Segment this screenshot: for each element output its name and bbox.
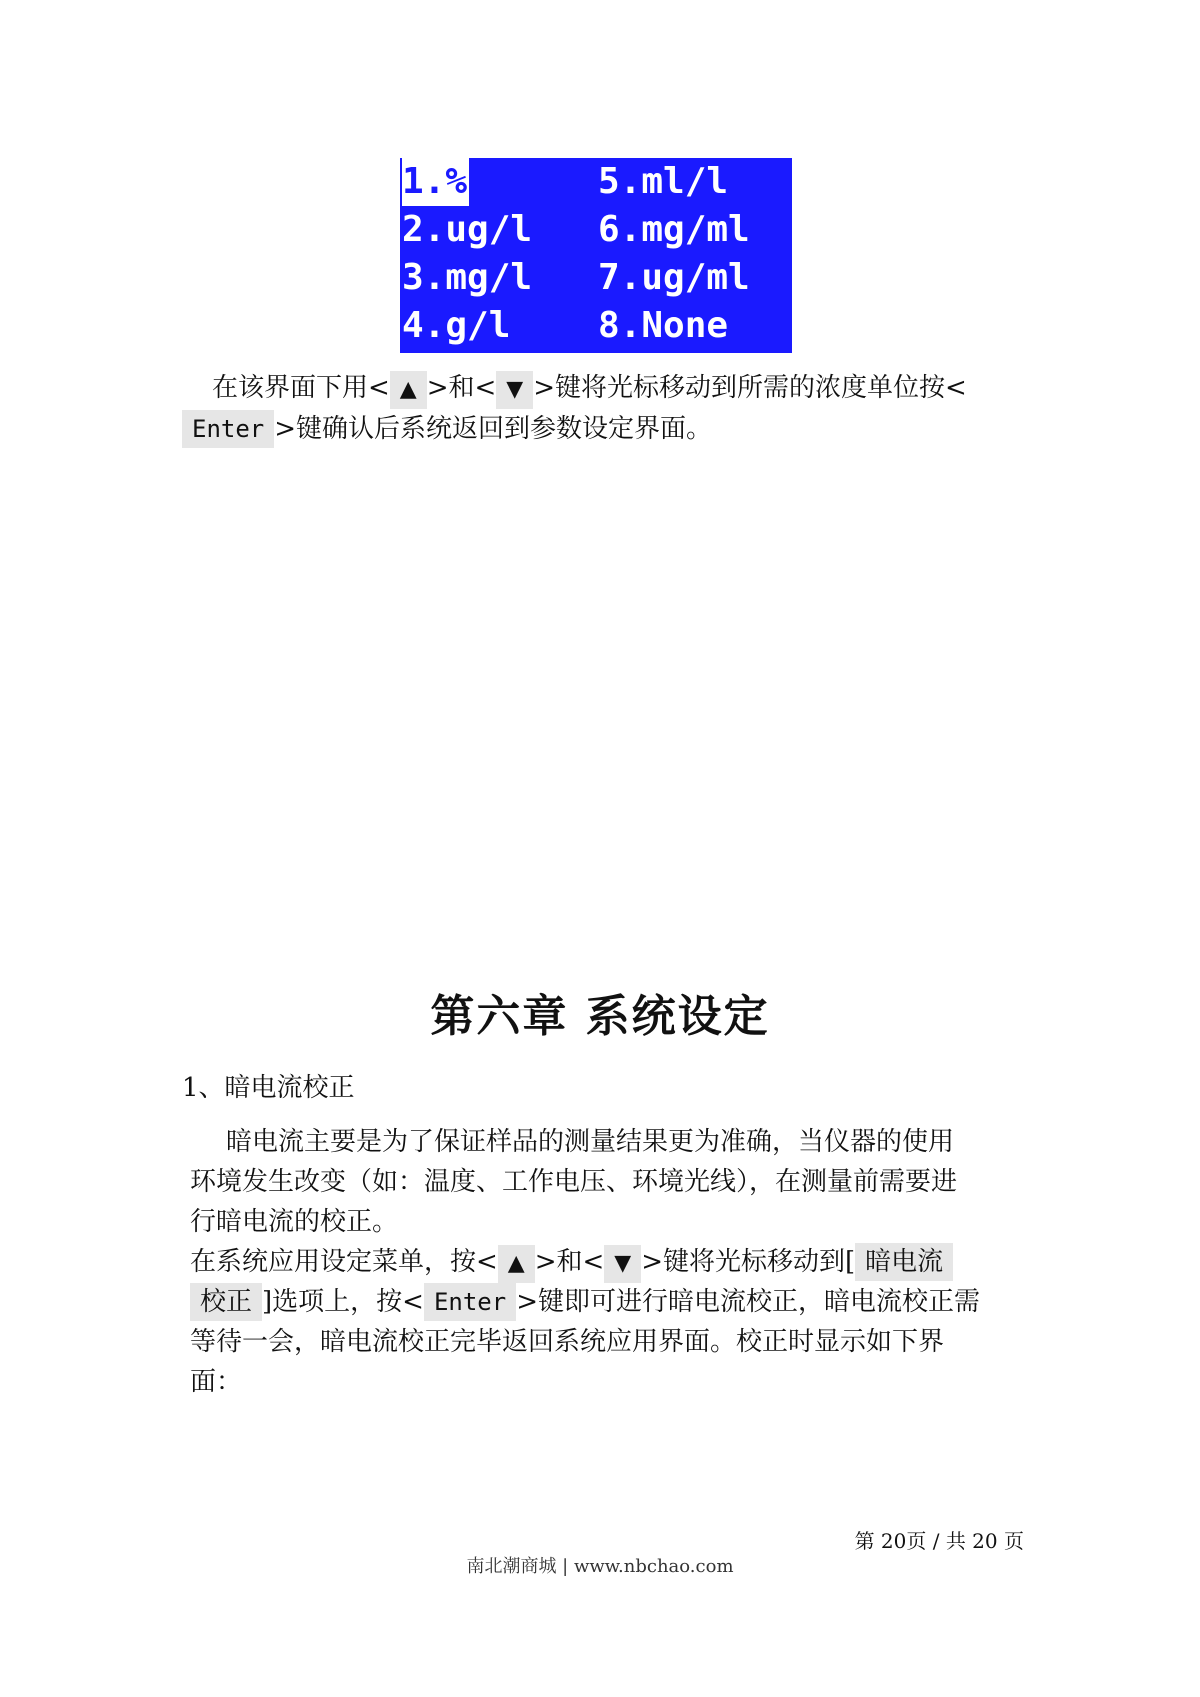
enter-key: Enter [182, 410, 274, 448]
down-arrow-key: ▼ [496, 371, 533, 409]
menu-option-label: 暗电流 [855, 1243, 953, 1281]
lcd-menu-item-8[interactable]: 8.None [598, 305, 729, 346]
instruction-text: >和< [534, 1247, 605, 1277]
lcd-menu-item-6[interactable]: 6.mg/ml [598, 209, 750, 250]
lcd-menu-item-4[interactable]: 4.g/l [402, 305, 511, 346]
section-paragraph-line: 等待一会，暗电流校正完毕返回系统应用界面。校正时显示如下界 [190, 1327, 945, 1357]
chapter-title: 第六章 系统设定 [430, 991, 770, 1042]
up-arrow-key: ▲ [390, 371, 427, 409]
instruction-text: 在该界面下用< [212, 373, 390, 403]
instruction-line-1 [212, 368, 967, 409]
lcd-unit-menu [400, 158, 792, 353]
down-arrow-key: ▼ [604, 1245, 641, 1283]
instruction-text: >键即可进行暗电流校正，暗电流校正需 [516, 1287, 980, 1317]
lcd-menu-item-2[interactable]: 2.ug/l [402, 209, 533, 250]
page-number: 第 20页 / 共 20 页 [854, 1529, 1024, 1553]
section-paragraph-line [190, 1242, 953, 1283]
instruction-text: >键确认后系统返回到参数设定界面。 [274, 414, 713, 444]
instruction-text: >键将光标移动到[ [641, 1247, 856, 1277]
instruction-text: >键将光标移动到所需的浓度单位按< [533, 373, 967, 403]
section-paragraph-line [190, 1282, 980, 1322]
lcd-menu-item-7[interactable]: 7.ug/ml [598, 257, 750, 298]
lcd-menu-item-5[interactable]: 5.ml/l [598, 161, 729, 202]
instruction-text: >和< [426, 373, 497, 403]
instruction-text: 在系统应用设定菜单，按< [190, 1247, 498, 1277]
section-paragraph-line: 暗电流主要是为了保证样品的测量结果更为准确，当仪器的使用 [226, 1127, 955, 1157]
section-heading: 1、暗电流校正 [182, 1073, 355, 1103]
enter-key: Enter [424, 1283, 516, 1321]
instruction-text: ]选项上，按< [262, 1287, 424, 1317]
lcd-menu-item-3[interactable]: 3.mg/l [402, 257, 533, 298]
lcd-menu-item-1[interactable]: 1.% [402, 158, 469, 206]
up-arrow-key: ▲ [498, 1245, 535, 1283]
menu-option-label: 校正 [190, 1283, 262, 1321]
section-paragraph-line: 环境发生改变（如：温度、工作电压、环境光线），在测量前需要进 [190, 1167, 958, 1197]
section-paragraph-line: 行暗电流的校正。 [190, 1207, 399, 1237]
instruction-line-2 [182, 409, 712, 449]
footer-text: 南北潮商城 | www.nbchao.com [466, 1556, 734, 1577]
section-paragraph-line: 面： [190, 1367, 243, 1397]
